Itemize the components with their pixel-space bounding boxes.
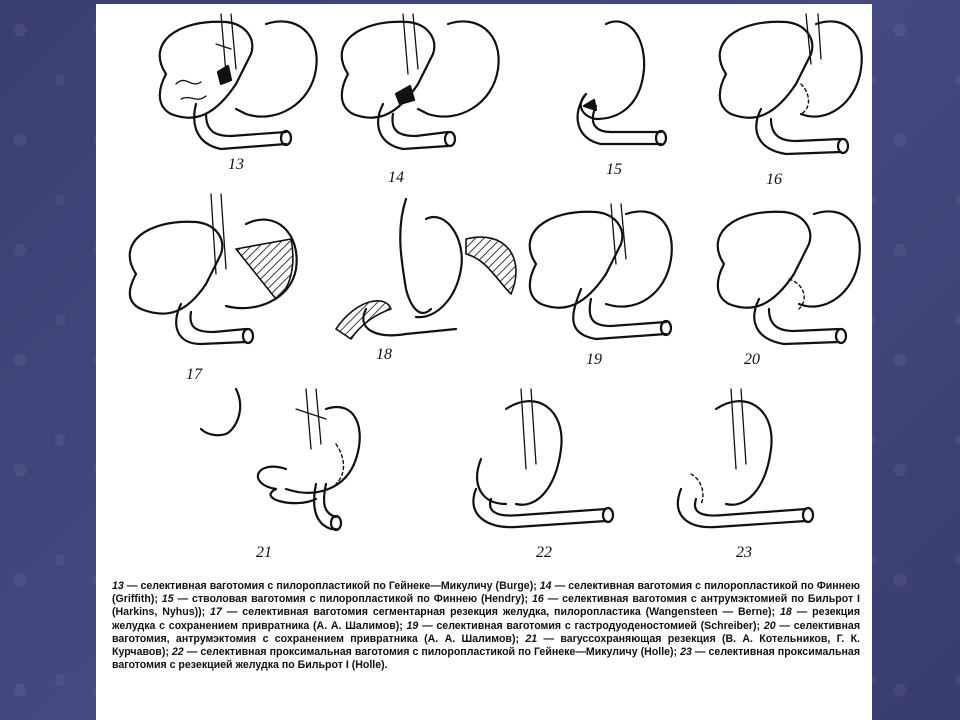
caption-num: 20 [763, 619, 776, 632]
caption-text: — селективная ваготомия с пилоропластикой по Гейнеке—Микуличу (Burge); [123, 580, 540, 592]
figure-16 [720, 14, 862, 188]
caption-num: 22 [171, 646, 184, 659]
figure-23 [678, 389, 813, 561]
figure-21 [201, 389, 360, 561]
caption-text: — селективная проксимальная ваготомия с пилоропластикой по Гейнеке—Микуличу (Holle); [183, 646, 681, 659]
figures-illustration [96, 4, 872, 579]
figure-19 [530, 204, 672, 368]
figure-14 [342, 14, 499, 186]
caption-text: — селективная ваготомия с пилоропластикой по Финнею (Griffith); [112, 580, 860, 606]
figure-17-label: 17 [186, 366, 202, 383]
caption-text: — резекция желудка с сохранением привратника (А. А. Шалимов); [112, 606, 860, 632]
figure-19-label: 19 [586, 351, 602, 368]
caption-num: 19 [406, 619, 419, 632]
figure-18 [336, 199, 516, 363]
caption-text: — ваrуссохраняющая резекция (В. А. Котельников, Г. К. Курчавов); [112, 632, 860, 659]
figure-21-label: 21 [256, 544, 272, 561]
caption-text: — селективная ваготомия, антрумэктомия с сохранением привратника (А. А. Шалимов); [112, 619, 861, 645]
figure-13-label: 13 [228, 156, 244, 173]
figure-22-label: 22 [536, 544, 552, 561]
caption-num: 15 [161, 593, 174, 606]
figure-23-label: 23 [736, 544, 752, 561]
caption-text: — селективная ваготомия с антрумэктомией по Бильрот I (Harkins, Nyhus)); [112, 593, 860, 619]
caption-text: — селективная ваготомия сегментарная резекция желудка, пилоропластика (Wangensteen — Berne); [221, 606, 780, 619]
caption-text: — стволовая ваготомия с пилоропластикой по Финнею (Hendry); [173, 593, 532, 606]
caption-num: 23 [680, 646, 692, 659]
caption-num: 14 [539, 580, 552, 592]
figure-15 [578, 21, 666, 178]
document-page [96, 4, 872, 720]
figure-16-label: 16 [766, 171, 782, 188]
figure-20-label: 20 [744, 351, 760, 368]
caption-text: — селективная ваготомия с гастродуоденостомией (Schreiber); [418, 619, 764, 632]
figure-20 [718, 211, 860, 368]
caption-num: 21 [525, 632, 538, 645]
figure-13 [160, 14, 317, 173]
caption-num: 17 [210, 606, 222, 619]
caption-num: 18 [779, 606, 792, 619]
figure-15-label: 15 [606, 161, 622, 178]
caption-num: 16 [531, 593, 544, 606]
figure-18-label: 18 [376, 346, 392, 363]
figure-17 [130, 194, 297, 383]
figure-14-label: 14 [388, 169, 404, 186]
figure-22 [473, 389, 613, 561]
figure-caption [112, 580, 860, 672]
caption-num: 13 [112, 580, 124, 592]
caption-text: — селективная проксимальная ваготомия с резекцией желудка по Бильрот I (Holle). [112, 646, 861, 672]
